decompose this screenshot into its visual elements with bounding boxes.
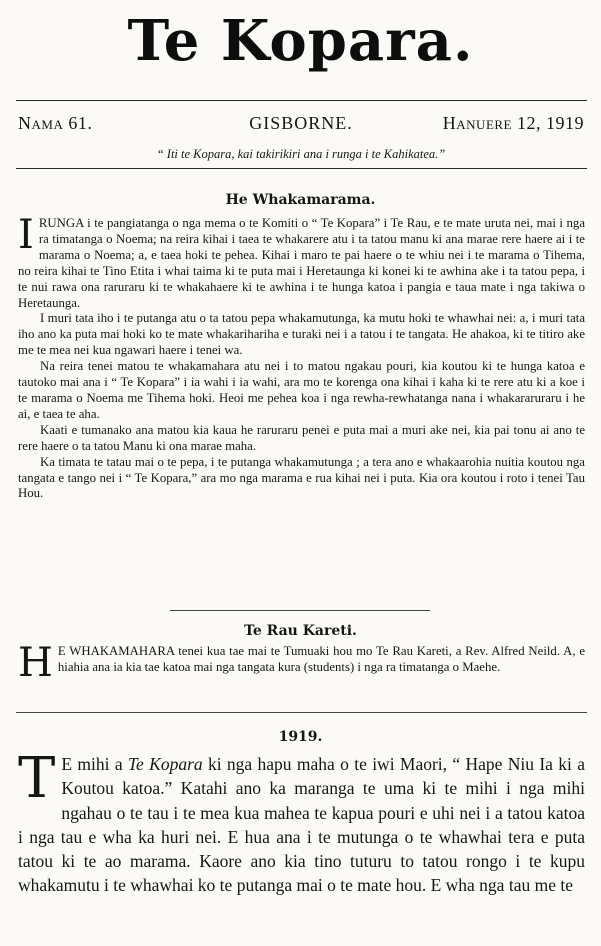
drop-cap: T <box>18 746 56 811</box>
article-paragraph: I muri tata iho i te putanga atu o ta tatou pepa whakamutunga, ka mutu hoki te whawhai nei: a, i muri tata iho ano ka puta mai hoki ko te mate whakarihariha e turaki nei i a tatou i te tangata. He ahakoa, ki te titiro ake me te mea nei kua ngawari haere i tenei wa. <box>18 311 585 358</box>
article-paragraph: Na reira tenei matou te whakamahara atu nei i to matou ngakau pouri, kia koutou ki te hunga katoa e tautoko mai ana i “ Te Kopara” i ia wahi i ia wahi, ara mo te korenga ona kihai i kaha ki te rere atu ki a koe i te marama o Noema me Tihema hoki. Heoi me pehea koa i nga rewha-rewhatanga nana i whakararuraru i he ai, e taea te aha. <box>18 359 585 421</box>
article-title-whakamarama: He Whakamarama. <box>225 192 376 208</box>
article-paragraph: H E WHAKAMAHARA tenei kua tae mai te Tumuaki hou mo Te Rau Kareti, a Rev. Alfred Neild. A, e hiahia ana ia kia tae katoa mai nga tangata kura (students) i nga ra timatanga o Maehe. <box>18 640 585 686</box>
masthead-motto: “ Iti te Kopara, kai takirikiri ana i runga i te Kahikatea.” <box>156 147 446 161</box>
article-title-1919: 1919. <box>278 729 323 745</box>
article-te-rau-kareti <box>18 640 585 686</box>
issue-date: Hanuere 12, 1919 <box>442 113 584 133</box>
issue-info-line <box>18 112 584 134</box>
masthead-title: Te Kopara. <box>127 8 474 74</box>
article-whakamarama <box>18 212 585 502</box>
article-1919 <box>18 746 585 898</box>
drop-cap: I <box>18 212 34 258</box>
article-paragraph: Kaati e tumanako ana matou kia kaua he raruraru penei e puta mai a muri ake nei, kia pai tonu ai ano te rere haere o ta tatou Manu ki ona marae maha. <box>18 422 585 453</box>
issue-number: Nama 61. <box>18 113 93 133</box>
publication-place: GISBORNE. <box>249 113 353 133</box>
article-paragraph: Ka timata te tatau mai o te pepa, i te putanga whakamutunga ; a tera ano e whakaarohia nuitia koutou nga tangata e tango nei i “ Te Kopara,” ara mo nga marama e rua kihai nei i puta. Kia ora koutou i roto i tenei Tau Hou. <box>18 454 585 501</box>
header-bottom-rule <box>16 168 587 169</box>
section-divider <box>170 610 430 611</box>
article-paragraph: T E mihi a Te Kopara ki nga hapu maha o te iwi Maori, “ Hape Niu Ia ki a Koutou katoa.” Katahi ano ka maranga te uma ki te mihi i nga mihi ngahau o te tau i te mea kua mahea te kapua pouri e uhi nei i a tatou katoa i nga tau e wha ka huri nei. E hua ana i te mutunga o te whawhai tera e puta tatou ki te ao marama. Kaore ano kia tino tuturu to tatou rongo i te kupu whakamutu i te whawhai ko te putanga mai o te mate hou. E wha nga tau me te <box>18 746 585 896</box>
section-divider <box>16 712 587 713</box>
drop-cap: H <box>18 640 53 686</box>
article-paragraph: IRUNGA i te pangiatanga o nga mema o te Komiti o “ Te Kopara” i Te Rau, e te mate uruta nei, mai i nga ra timatanga o Noema; na reira kihai i taea te whakarere atu i ta tatou manu ki ana marae rere haere ai i te marama o Noema; a, e taea hoki te pehea. Kihai i maro te pai haere o te whiu nei i te marama o Tihema, no reira kihai te Tino Etita i whai taima ki te puta mai i Heretaunga ki konei ki te awhina ake i ta tatou pepa, i te nui rawa ona raruraru ki te whakahaere ki te awhina i te hunga katoa i pangia e taua mate i nga takiwa o Heretaunga. <box>18 212 585 310</box>
publication-name-italic: Te Kopara <box>127 754 203 774</box>
article-title-te-rau-kareti: Te Rau Kareti. <box>244 623 357 639</box>
header-top-rule <box>16 100 587 101</box>
